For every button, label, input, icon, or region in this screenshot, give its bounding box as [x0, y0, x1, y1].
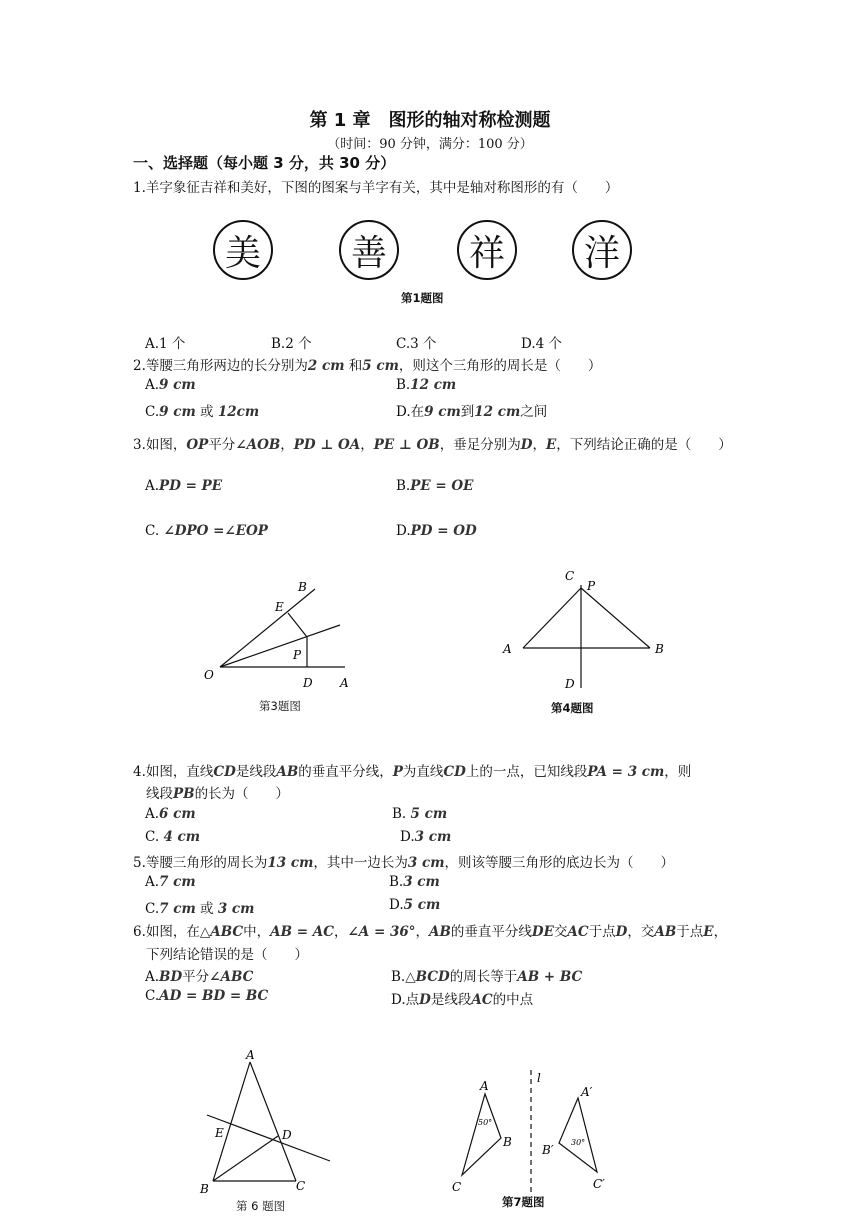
q3-text-4: ， [360, 437, 374, 453]
fig3-label-d: D [303, 676, 313, 687]
q1-option-c: C.3 个 [396, 336, 437, 352]
q6-option-c [145, 988, 268, 1004]
q4-text-5: 上的一点，已知线段 [465, 764, 588, 780]
question-3-text [133, 433, 732, 453]
fig6-segment-bd [213, 1136, 278, 1181]
q2-option-d-value-2: 12 cm [474, 404, 521, 420]
q5-option-a-value: 7 cm [159, 874, 196, 890]
figure-7-diagram [445, 1068, 620, 1194]
fig7-triangle-abc [462, 1094, 501, 1175]
fig3-label-o: O [204, 668, 214, 682]
q5-option-c [145, 897, 254, 917]
fig4-label-p: P [587, 579, 596, 593]
q4-text-1: 4.如图，直线 [133, 764, 214, 780]
q6-math-2: AB = AC [270, 924, 334, 940]
fig6-label-d: D [282, 1128, 292, 1142]
q6-text-2: 中， [243, 924, 271, 940]
q5-option-b-prefix: B. [389, 874, 404, 890]
fig3-label-b: B [298, 580, 307, 594]
q6-text-3: ， [333, 924, 348, 940]
question-6-text [133, 920, 727, 940]
q5-option-d-prefix: D. [389, 897, 404, 913]
figure-4-caption: 第4题图 [551, 701, 594, 715]
q6-option-d [391, 988, 533, 1008]
char-circle-1: 美 [213, 220, 273, 280]
q6-option-a-text: 平分 [182, 969, 210, 985]
q3-option-a-prefix: A. [145, 478, 160, 494]
q2-option-a [145, 377, 196, 393]
question-4-text [133, 760, 691, 780]
figure-4-diagram [495, 563, 675, 693]
q5-option-c-mid: 或 [195, 901, 218, 917]
q6-math-8: AB [654, 924, 677, 940]
q2-option-d [396, 400, 547, 420]
figure-3-diagram [190, 575, 370, 687]
q4-option-c-value: 4 cm [163, 829, 201, 845]
q3-option-d-value: PD = OD [410, 523, 477, 539]
q6-option-d-text-2: 的中点 [492, 992, 534, 1008]
q4-line2-text-a: 线段 [146, 786, 173, 802]
fig7-triangle-abc-prime [559, 1098, 597, 1172]
q3-text-3: ， [280, 437, 294, 453]
q5-option-b-value: 3 cm [403, 874, 440, 890]
q6-option-d-prefix: D.点 [391, 992, 420, 1008]
q6-option-a-prefix: A. [145, 969, 160, 985]
char-circle-4: 洋 [572, 220, 632, 280]
q3-text-7: ，下列结论正确的是（ ） [556, 437, 732, 453]
figure-3-caption: 第3题图 [259, 699, 301, 713]
q5-option-d [389, 897, 440, 913]
q6-option-b-value: △BCD [405, 969, 450, 985]
q4-math-2: AB [276, 764, 299, 780]
fig7-label-b: B [503, 1135, 512, 1149]
q6-text-4: ， [415, 924, 430, 940]
q6-text-10: ， [713, 924, 728, 940]
q4-option-a [145, 806, 196, 822]
q2-option-d-mid: 到 [460, 404, 475, 420]
q2-text-a: 2.等腰三角形两边的长分别为 [133, 358, 308, 374]
fig4-label-b: B [655, 642, 664, 656]
q4-option-c [145, 829, 200, 845]
fig6-label-e: E [215, 1126, 224, 1140]
q3-math-6: E [545, 437, 557, 453]
q4-option-b-prefix: B. [392, 806, 411, 822]
q6-option-b-value-2: AB + BC [517, 969, 583, 985]
q3-option-d [396, 523, 477, 539]
q3-math-4: PE ⊥ OB [373, 437, 440, 453]
fig4-segment-pa [523, 588, 581, 648]
fig6-segment-ab [213, 1062, 250, 1181]
q2-option-b-prefix: B. [396, 377, 411, 393]
q2-option-d-suffix: 之间 [520, 404, 548, 420]
q3-text-6: ， [532, 437, 546, 453]
q3-math-2: ∠AOB [235, 437, 281, 453]
q2-option-a-value: 9 cm [159, 377, 196, 393]
q5-option-d-value: 5 cm [403, 897, 441, 913]
q6-text-8: ，交 [627, 924, 655, 940]
q6-math-5: DE [531, 924, 554, 940]
q2-option-c-value-1: 9 cm [159, 404, 196, 420]
q3-option-b-value: PE = OE [410, 478, 474, 494]
fig4-label-d: D [565, 677, 575, 691]
q6-math-1: △ABC [199, 924, 244, 940]
q2-option-c-value-2: 12cm [217, 404, 260, 420]
q2-option-c-prefix: C. [145, 404, 160, 420]
figure-7-caption: 第7题图 [502, 1195, 545, 1209]
q6-math-6: AC [567, 924, 589, 940]
q3-option-d-prefix: D. [396, 523, 411, 539]
q2-option-c [145, 400, 259, 420]
fig6-label-b: B [200, 1182, 209, 1196]
q4-text-6: ，则 [664, 764, 692, 780]
q6-math-9: E [703, 924, 714, 940]
fig7-label-c: C [452, 1180, 462, 1194]
fig3-label-p: P [293, 648, 302, 662]
section-heading: 一、选择题（每小题 3 分，共 30 分） [133, 154, 396, 172]
q4-math-1: CD [213, 764, 236, 780]
q2-value-2: 5 cm [362, 358, 399, 374]
fig3-label-a: A [340, 676, 349, 687]
q4-option-c-prefix: C. [145, 829, 164, 845]
q4-option-d [400, 829, 451, 845]
q2-option-b [396, 377, 456, 393]
fig4-segment-pb [581, 588, 650, 648]
q5-text-3: ，则该等腰三角形的底边长为（ ） [444, 855, 674, 871]
q6-option-c-value: AD = BD = BC [159, 988, 269, 1004]
question-6-text-line-2: 下列结论错误的是（ ） [146, 947, 308, 963]
fig6-label-a: A [246, 1048, 255, 1062]
question-5-text [133, 851, 674, 871]
q3-option-b [396, 478, 473, 494]
q5-math-1: 13 cm [267, 855, 314, 871]
q3-option-b-prefix: B. [396, 478, 411, 494]
q4-option-d-value: 3 cm [414, 829, 452, 845]
q4-option-a-value: 6 cm [159, 806, 196, 822]
q4-line2-math: PB [173, 786, 195, 802]
q1-option-b: B.2 个 [271, 336, 312, 352]
q4-text-2: 是线段 [235, 764, 277, 780]
q6-option-d-value: D [419, 992, 431, 1008]
q6-option-a-value-2: ∠ABC [209, 969, 254, 985]
figure-1-caption: 第1题图 [401, 291, 444, 305]
q6-option-d-text: 是线段 [430, 992, 472, 1008]
q5-math-2: 3 cm [407, 855, 445, 871]
question-2-text [133, 354, 601, 374]
q2-option-d-prefix: D.在 [396, 404, 425, 420]
q5-option-c-prefix: C. [145, 901, 160, 917]
fig3-segment-pe [288, 613, 307, 637]
fig4-label-a: A [503, 642, 512, 656]
q3-math-5: D [520, 437, 533, 453]
q4-text-3: 的垂直平分线， [298, 764, 393, 780]
exam-info: （时间：90 分钟，满分：100 分） [327, 137, 533, 152]
q3-math-1: OP [186, 437, 209, 453]
q2-option-c-mid: 或 [195, 404, 218, 420]
fig3-ray-op [220, 625, 340, 667]
q4-math-5: PA = 3 cm [587, 764, 665, 780]
fig7-label-a-prime: A′ [581, 1085, 593, 1099]
fig6-label-c: C [296, 1179, 306, 1193]
fig7-angle-a: 50° [478, 1118, 493, 1127]
q3-text-5: ，垂足分别为 [439, 437, 521, 453]
q6-text-1: 6.如图，在 [133, 924, 200, 940]
char-circle-2: 善 [339, 220, 399, 280]
q6-text-7: 于点 [588, 924, 616, 940]
q4-option-a-prefix: A. [145, 806, 160, 822]
fig6-segment-ac [250, 1062, 296, 1181]
q4-text-4: 为直线 [402, 764, 444, 780]
q4-option-d-prefix: D. [400, 829, 415, 845]
q2-option-d-value-1: 9 cm [424, 404, 461, 420]
fig4-label-c: C [565, 569, 575, 583]
q5-option-c-value-1: 7 cm [159, 901, 196, 917]
fig7-angle-b-prime: 30° [571, 1138, 586, 1147]
q3-text-1: 3.如图， [133, 437, 187, 453]
q2-value-1: 2 cm [307, 358, 345, 374]
q6-option-b-text: 的周长等于 [449, 969, 518, 985]
q3-option-c [145, 523, 268, 539]
fig7-label-c-prime: C′ [593, 1177, 605, 1191]
q4-option-b-value: 5 cm [410, 806, 448, 822]
q5-option-a-prefix: A. [145, 874, 160, 890]
q5-option-b [389, 874, 440, 890]
q3-option-c-value: ∠DPO =∠EOP [163, 523, 268, 539]
q3-text-2: 平分 [208, 437, 236, 453]
question-4-text-line-2 [146, 782, 289, 802]
q6-option-b-prefix: B. [391, 969, 406, 985]
fig7-label-a: A [480, 1079, 489, 1093]
q2-text-b: 和 [344, 358, 363, 374]
q5-text-2: ，其中一边长为 [313, 855, 408, 871]
q2-option-a-prefix: A. [145, 377, 160, 393]
figure-6-caption: 第 6 题图 [236, 1199, 286, 1213]
q4-math-3: P [392, 764, 403, 780]
q5-option-c-value-2: 3 cm [217, 901, 255, 917]
figure-6-diagram [190, 1045, 340, 1197]
q6-option-a [145, 965, 253, 985]
q4-math-4: CD [443, 764, 466, 780]
q6-option-a-value: BD [159, 969, 183, 985]
q6-text-6: 交 [553, 924, 568, 940]
q6-option-c-prefix: C. [145, 988, 160, 1004]
q6-option-d-value-2: AC [471, 992, 493, 1008]
q1-option-a: A.1 个 [145, 336, 186, 352]
q5-text-1: 5.等腰三角形的周长为 [133, 855, 268, 871]
q6-math-4: AB [429, 924, 451, 940]
fig7-label-l: l [537, 1071, 541, 1085]
q3-option-a-value: PD = PE [159, 478, 223, 494]
q1-option-d: D.4 个 [521, 336, 563, 352]
question-1-text: 1.羊字象征吉祥和美好，下图的图案与羊字有关，其中是轴对称图形的有（ ） [133, 180, 619, 196]
q2-option-b-value: 12 cm [410, 377, 457, 393]
q6-text-5: 的垂直平分线 [450, 924, 532, 940]
fig7-label-b-prime: B′ [542, 1143, 554, 1157]
q6-math-3: ∠A = 36° [347, 924, 416, 940]
q3-option-a [145, 478, 222, 494]
q6-math-7: D [615, 924, 628, 940]
page-title: 第 1 章 图形的轴对称检测题 [309, 110, 551, 131]
fig6-line-de [207, 1115, 330, 1161]
q5-option-a [145, 874, 196, 890]
q6-text-9: 于点 [676, 924, 704, 940]
q4-line2-text-b: 的长为（ ） [194, 786, 290, 802]
q2-text-c: ，则这个三角形的周长是（ ） [398, 358, 602, 374]
q4-option-b [392, 806, 447, 822]
char-circle-3: 祥 [457, 220, 517, 280]
q6-option-b [391, 965, 582, 985]
q3-option-c-prefix: C. [145, 523, 164, 539]
fig3-label-e: E [275, 600, 284, 614]
q3-math-3: PD ⊥ OA [293, 437, 361, 453]
